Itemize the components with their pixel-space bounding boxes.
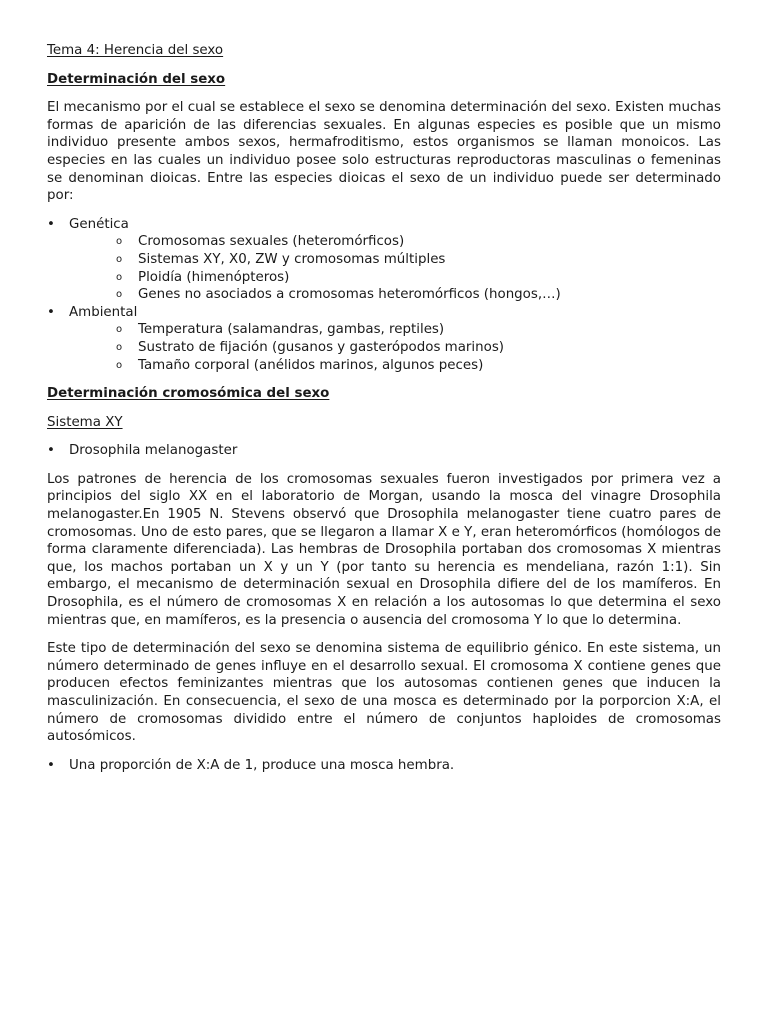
proportion-list xyxy=(47,757,721,775)
organism-list xyxy=(47,442,721,460)
list-item: o Ploidía (himenópteros) xyxy=(116,269,721,287)
document-title: Tema 4: Herencia del sexo xyxy=(47,43,224,58)
list-item: • Drosophila melanogaster xyxy=(47,442,721,460)
drosophila-paragraph: Los patrones de herencia de los cromosomas sexuales fueron investigados por primera vez a principios del siglo XX en el laboratorio de Morgan, usando la mosca del vinagre Drosophila melanogaster.En 1905 N. Stevens observó que Drosophila melanogaster tiene cuatro pares de cromosomas. Uno de esto pares, que se llegaron a llamar X e Y, eran heteromórficos (homólogos de forma claramente diferenciada). Las hembras de Drosophila portaban dos cromosomas X mientras que, los machos portaban un X y un Y (por tanto su herencia es mendeliana, razón 1:1). Sin embargo, el mecanismo de determinación sexual en Drosophila difiere del de los mamíferos. En Drosophila, es el número de cromosomas X en relación a los autosomas lo que determina el sexo mientras que, en mamíferos, es la presencia o ausencia del cromosoma Y lo que lo determina. xyxy=(47,471,721,628)
list-item: o Tamaño corporal (anélidos marinos, algunos peces) xyxy=(116,357,721,375)
section-heading-determinacion: Determinación del sexo xyxy=(47,71,226,87)
list-item-label: Ambiental xyxy=(69,304,138,320)
list-item: o Genes no asociados a cromosomas heteromórficos (hongos,…) xyxy=(116,286,721,304)
section-heading-cromosomica: Determinación cromosómica del sexo xyxy=(47,386,330,402)
list-item: • Una proporción de X:A de 1, produce una mosca hembra. xyxy=(47,757,721,775)
equilibrio-genico-paragraph: Este tipo de determinación del sexo se denomina sistema de equilibrio génico. En este sistema, un número determinado de genes influye en el desarrollo sexual. El cromosoma X contiene genes que producen efectos feminizantes mientras que los autosomas contienen genes que inducen la masculinización. En consecuencia, el sexo de una mosca es determinado por la porporcion X:A, el número de cromosomas dividido entre el número de conjuntos haploides de cromosomas autosómicos. xyxy=(47,641,721,745)
intro-paragraph: El mecanismo por el cual se establece el sexo se denomina determinación del sexo. Existen muchas formas de aparición de las diferencias sexuales. En algunas especies es posible que un mismo individuo presente ambos sexos, hermafroditismo, estos organismos se llaman monoicos. Las especies en las cuales un individuo posee solo estructuras reproductoras masculinas o femeninas se denominan dioicas. Entre las especies dioicas el sexo de un individuo puede ser determinado por: xyxy=(47,100,721,204)
genetica-sublist xyxy=(69,233,721,303)
list-item: o Temperatura (salamandras, gambas, reptiles) xyxy=(116,321,721,339)
list-item: o Sustrato de fijación (gusanos y gasterópodos marinos) xyxy=(116,339,721,357)
determination-types-list xyxy=(47,216,721,374)
list-item-ambiental xyxy=(47,304,721,374)
list-item: o Cromosomas sexuales (heteromórficos) xyxy=(116,233,721,251)
list-item-genetica xyxy=(47,216,721,304)
ambiental-sublist xyxy=(69,321,721,374)
list-item: o Sistemas XY, X0, ZW y cromosomas múltiples xyxy=(116,251,721,269)
list-item-label: Genética xyxy=(69,216,129,232)
subsection-heading-sistema-xy: Sistema XY xyxy=(47,414,123,430)
